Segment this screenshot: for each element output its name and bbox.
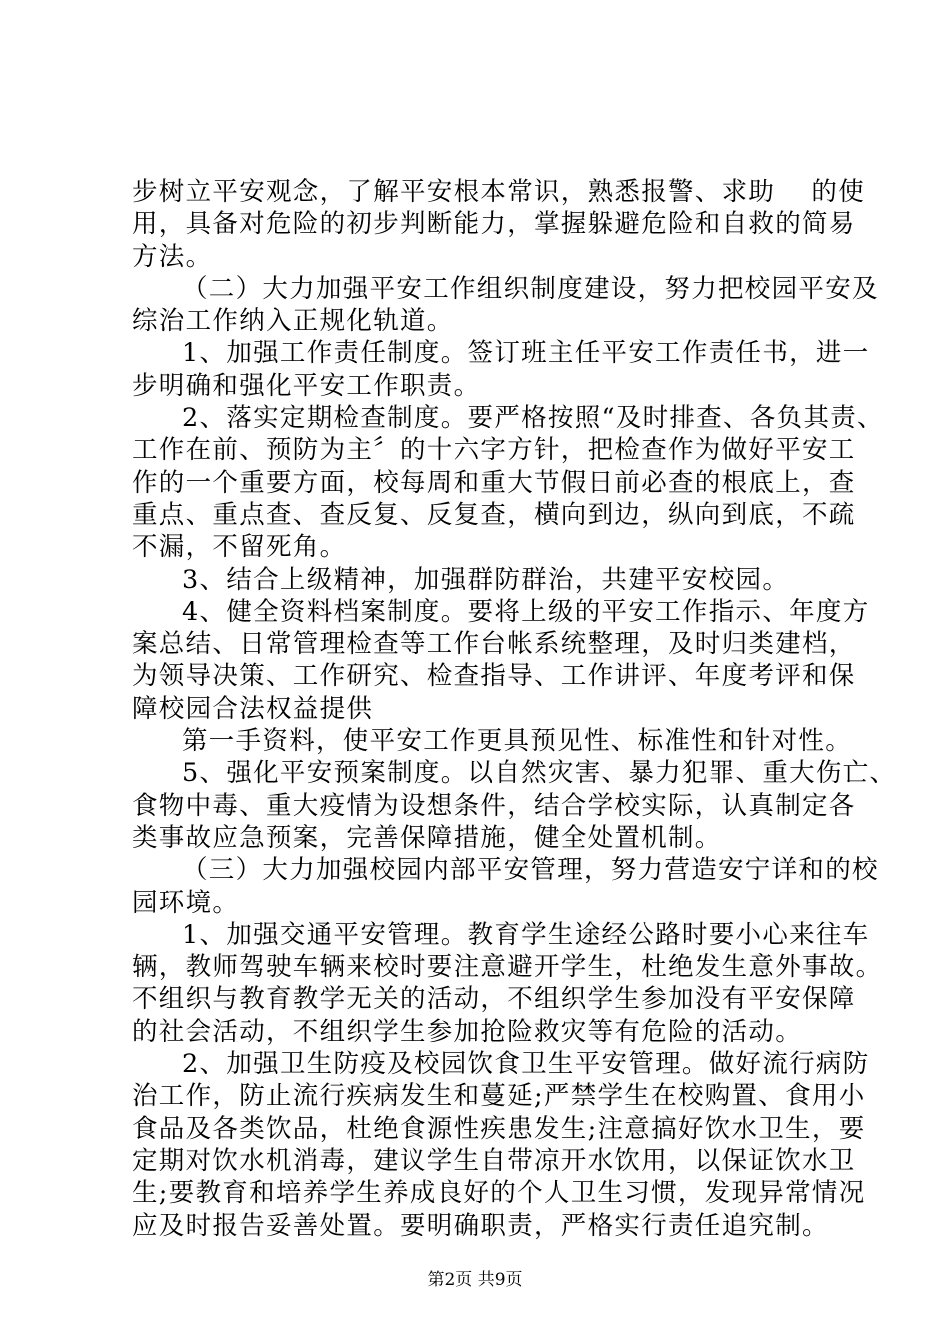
- text-line: （二）大力加强平安工作组织制度建设，努力把校园平安及: [182, 273, 879, 304]
- text-line: 食品及各类饮品，杜绝食源性疾患发生;注意搞好饮水卫生，要: [132, 1113, 866, 1144]
- document-body: [132, 176, 897, 1242]
- text-line: 案总结、日常管理检查等工作台帐系统整理，及时归类建档，: [132, 629, 856, 660]
- text-line: 园环境。: [132, 887, 240, 918]
- text-line: 1、加强工作责任制度。签订班主任平安工作责任书，进一: [182, 338, 870, 369]
- text-line: 第一手资料，使平安工作更具预见性、标准性和针对性。: [182, 726, 853, 757]
- text-line: 定期对饮水机消毒，建议学生自带凉开水饮用，以保证饮水卫: [132, 1145, 856, 1176]
- text-line: 用，具备对危险的初步判断能力，掌握躲避危险和自救的简易: [132, 209, 856, 240]
- text-line: 不组织与教育教学无关的活动，不组织学生参加没有平安保障: [132, 984, 856, 1015]
- text-line: 辆，教师驾驶车辆来校时要注意避开学生，杜绝发生意外事故。: [132, 952, 883, 983]
- page-number-footer: 第2页 共9页: [427, 1270, 523, 1290]
- text-line: 食物中毒、重大疫情为设想条件，结合学校实际，认真制定各: [132, 790, 856, 821]
- text-line: 作的一个重要方面，校每周和重大节假日前必查的根底上，查: [132, 467, 856, 498]
- text-line: 3、结合上级精神，加强群防群治，共建平安校园。: [182, 564, 790, 595]
- text-line: 综治工作纳入正规化轨道。: [132, 306, 454, 337]
- text-line: 的社会活动，不组织学生参加抢险救灾等有危险的活动。: [132, 1016, 803, 1047]
- text-line: 生;要教育和培养学生养成良好的个人卫生习惯，发现异常情况: [132, 1178, 866, 1209]
- text-line: 5、强化平安预案制度。以自然灾害、暴力犯罪、重大伤亡、: [182, 758, 897, 789]
- text-line: 1、加强交通平安管理。教育学生途经公路时要小心来往车: [182, 919, 870, 950]
- text-line: 治工作，防止流行疾病发生和蔓延;严禁学生在校购置、食用小: [132, 1081, 866, 1112]
- text-line: 障校园合法权益提供: [132, 693, 374, 724]
- text-line: （三）大力加强校园内部平安管理，努力营造安宁详和的校: [182, 855, 879, 886]
- text-line: 步树立平安观念，了解平安根本常识，熟悉报警、求助 的使: [132, 177, 866, 207]
- text-line: 重点、重点查、查反复、反复查，横向到边，纵向到底，不疏: [132, 499, 856, 530]
- text-line: 4、健全资料档案制度。要将上级的平安工作指示、年度方: [182, 596, 870, 627]
- text-line: 应及时报告妥善处置。要明确职责，严格实行责任追究制。: [132, 1210, 829, 1241]
- text-line: 不漏，不留死角。: [132, 532, 347, 563]
- text-line: 方法。: [132, 241, 213, 272]
- text-line: 2、落实定期检查制度。要严格按照“及时排查、各负其责、: [182, 403, 884, 434]
- text-line: 2、加强卫生防疫及校园饮食卫生平安管理。做好流行病防: [182, 1049, 870, 1080]
- text-line: 步明确和强化平安工作职责。: [132, 370, 481, 401]
- text-line: 工作在前、预防为主〞的十六字方针，把检查作为做好平安工: [132, 435, 856, 466]
- text-line: 为领导决策、工作研究、检查指导、工作讲评、年度考评和保: [132, 661, 856, 692]
- text-line: 类事故应急预案，完善保障措施，健全处置机制。: [132, 822, 722, 853]
